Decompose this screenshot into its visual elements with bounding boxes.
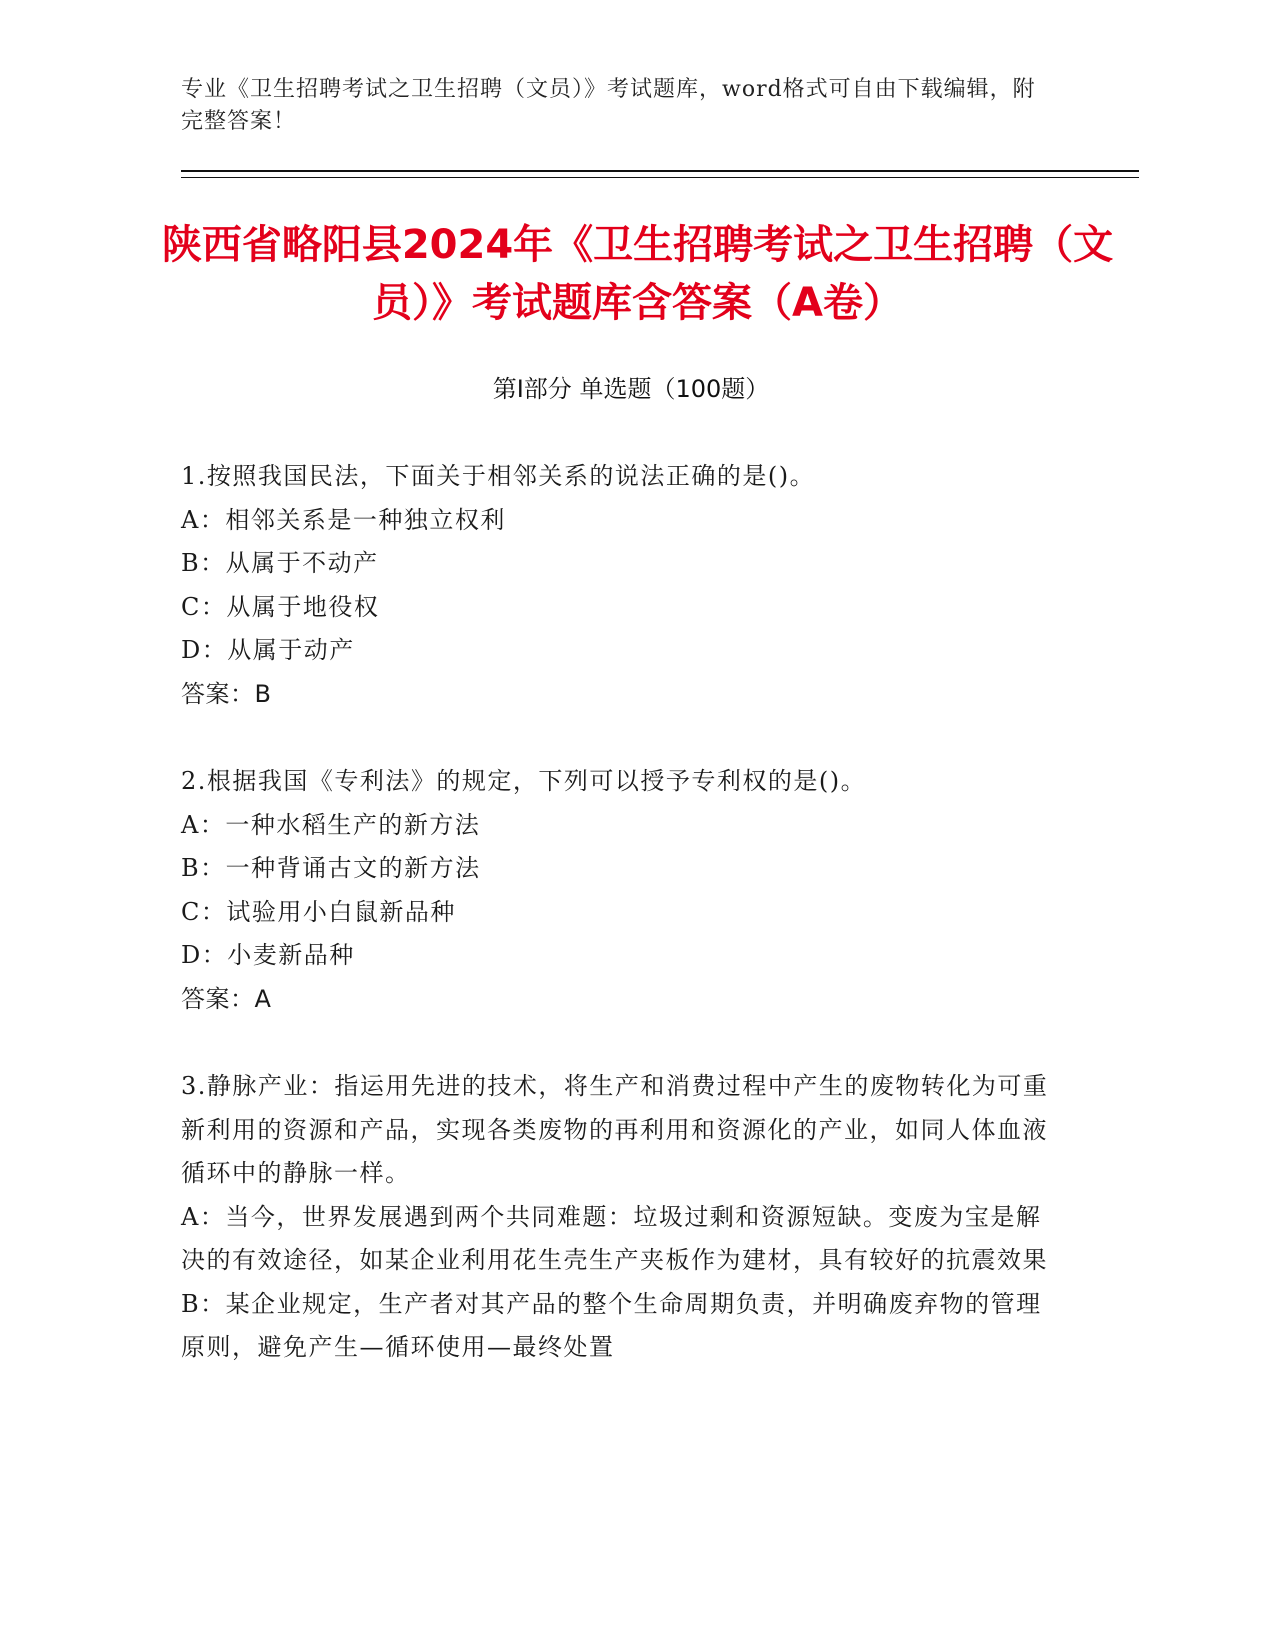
question-list [181,455,1051,1414]
document-title: 陕西省略阳县2024年《卫生招聘考试之卫生招聘（文员）》考试题库含答案（A卷） [161,222,1114,326]
option-c: C：从属于地役权 [181,592,380,621]
question-stem: 2.根据我国《专利法》的规定，下列可以授予专利权的是()。 [181,767,867,795]
option-b: B：一种背诵古文的新方法 [181,854,481,882]
question-stem: 3.静脉产业：指运用先进的技术，将生产和消费过程中产生的废物转化为可重新利用的资源和产品，实现各类废物的再利用和资源化的产业，如同人体血液循环中的静脉一样。 [181,1072,1049,1187]
question-1 [181,455,1051,716]
option-b: B：某企业规定，生产者对其产品的整个生命周期负责，并明确废弃物的管理原则，避免产生—循环使用—最终处置 [181,1289,1042,1361]
answer: 答案：B [181,679,272,708]
header-divider-thin [181,177,1139,178]
option-a: A：相邻关系是一种独立权利 [181,505,506,534]
section-heading: 第Ⅰ部分 单选题（100题） [492,375,770,403]
question-2 [181,760,1051,1021]
option-d: D：从属于动产 [181,636,355,664]
header-divider-thick [181,170,1139,172]
header-note: 专业《卫生招聘考试之卫生招聘（文员）》考试题库，word格式可自由下载编辑，附完整答案！ [181,77,1036,134]
option-a: A：当今，世界发展遇到两个共同难题：垃圾过剩和资源短缺。变废为宝是解决的有效途径，如某企业利用花生壳生产夹板作为建材，具有较好的抗震效果 [181,1202,1048,1274]
option-b: B：从属于不动产 [181,549,379,577]
option-a: A：一种水稻生产的新方法 [181,810,481,839]
option-c: C：试验用小白鼠新品种 [181,897,456,926]
question-3 [181,1065,1051,1370]
question-stem: 1.按照我国民法，下面关于相邻关系的说法正确的是()。 [181,462,816,490]
option-d: D：小麦新品种 [181,941,355,969]
answer: 答案：A [181,984,272,1013]
